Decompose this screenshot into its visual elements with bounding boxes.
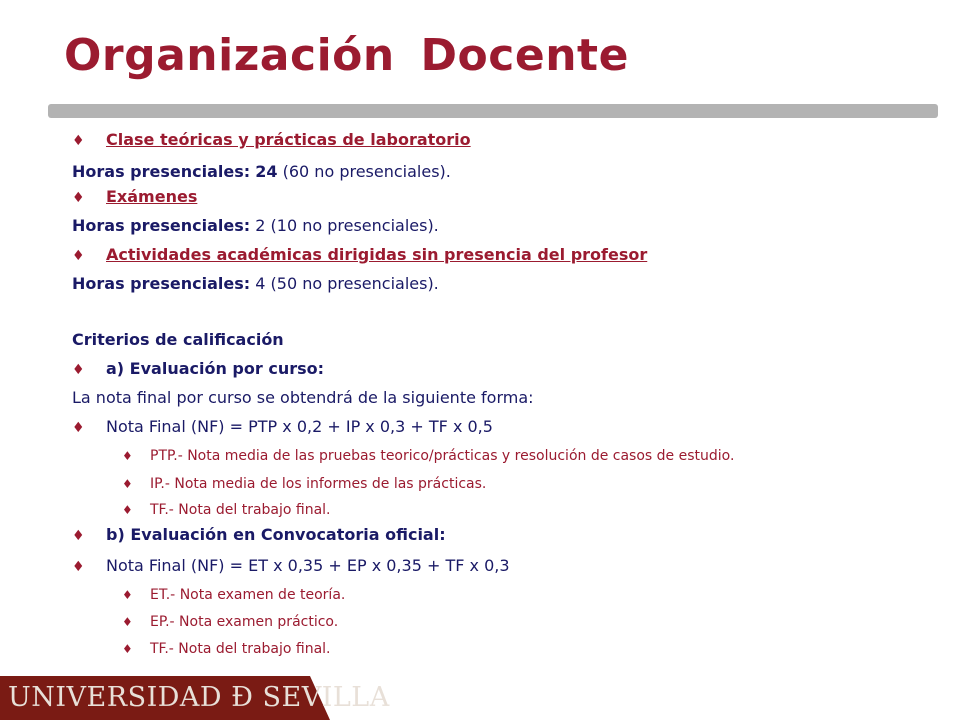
list-item <box>72 359 324 380</box>
sub-list-item: ♦ ET.- Nota examen de teoría. <box>122 587 346 603</box>
curso-intro: La nota final por curso se obtendrá de la siguiente forma: <box>72 388 534 407</box>
sub-list-item: ♦ PTP.- Nota media de las pruebas teorico/prácticas y resolución de casos de estudio. <box>122 448 735 464</box>
list-item <box>72 525 446 546</box>
clases-hours: Horas presenciales: 24 (60 no presenciales). <box>72 162 451 181</box>
actividades-hours: Horas presenciales: 4 (50 no presenciales). <box>72 274 439 293</box>
diamond-bullet-icon: ♦ <box>72 559 85 575</box>
diamond-bullet-icon: ♦ <box>72 133 85 149</box>
diamond-bullet-icon: ♦ <box>72 248 85 264</box>
page-title: Organización Docente <box>64 30 629 81</box>
diamond-bullet-icon: ♦ <box>72 362 85 378</box>
list-item <box>72 245 647 266</box>
university-logo: UNIVERSIDAD Ð SEVILLA <box>8 682 390 713</box>
sub-list-item: ♦ TF.- Nota del trabajo final. <box>122 641 331 657</box>
diamond-bullet-icon: ♦ <box>122 477 133 491</box>
curso-label: a) Evaluación por curso: <box>106 359 325 378</box>
examenes-hours: Horas presenciales: 2 (10 no presenciales). <box>72 216 439 235</box>
diamond-bullet-icon: ♦ <box>122 449 133 463</box>
examenes-link[interactable]: Exámenes <box>106 187 198 206</box>
sub-list-item: ♦ IP.- Nota media de los informes de las prácticas. <box>122 476 487 492</box>
clases-link[interactable]: Clase teóricas y prácticas de laboratorio <box>106 130 471 149</box>
curso-formula: Nota Final (NF) = PTP x 0,2 + IP x 0,3 + TF x 0,5 <box>106 417 493 436</box>
diamond-bullet-icon: ♦ <box>122 615 133 629</box>
list-item <box>72 130 471 151</box>
diamond-bullet-icon: ♦ <box>72 420 85 436</box>
diamond-bullet-icon: ♦ <box>122 588 133 602</box>
oficial-label: b) Evaluación en Convocatoria oficial: <box>106 525 446 544</box>
sub-list-item: ♦ EP.- Nota examen práctico. <box>122 614 339 630</box>
list-item <box>72 187 197 208</box>
sub-list-item: ♦ TF.- Nota del trabajo final. <box>122 502 331 518</box>
list-item <box>72 417 493 438</box>
diamond-bullet-icon: ♦ <box>122 503 133 517</box>
diamond-bullet-icon: ♦ <box>72 528 85 544</box>
criterios-heading: Criterios de calificación <box>72 330 284 349</box>
diamond-bullet-icon: ♦ <box>72 190 85 206</box>
title-divider <box>48 104 938 118</box>
oficial-formula: Nota Final (NF) = ET x 0,35 + EP x 0,35 + TF x 0,3 <box>106 556 510 575</box>
diamond-bullet-icon: ♦ <box>122 642 133 656</box>
actividades-link[interactable]: Actividades académicas dirigidas sin presencia del profesor <box>106 245 648 264</box>
list-item <box>72 556 510 577</box>
